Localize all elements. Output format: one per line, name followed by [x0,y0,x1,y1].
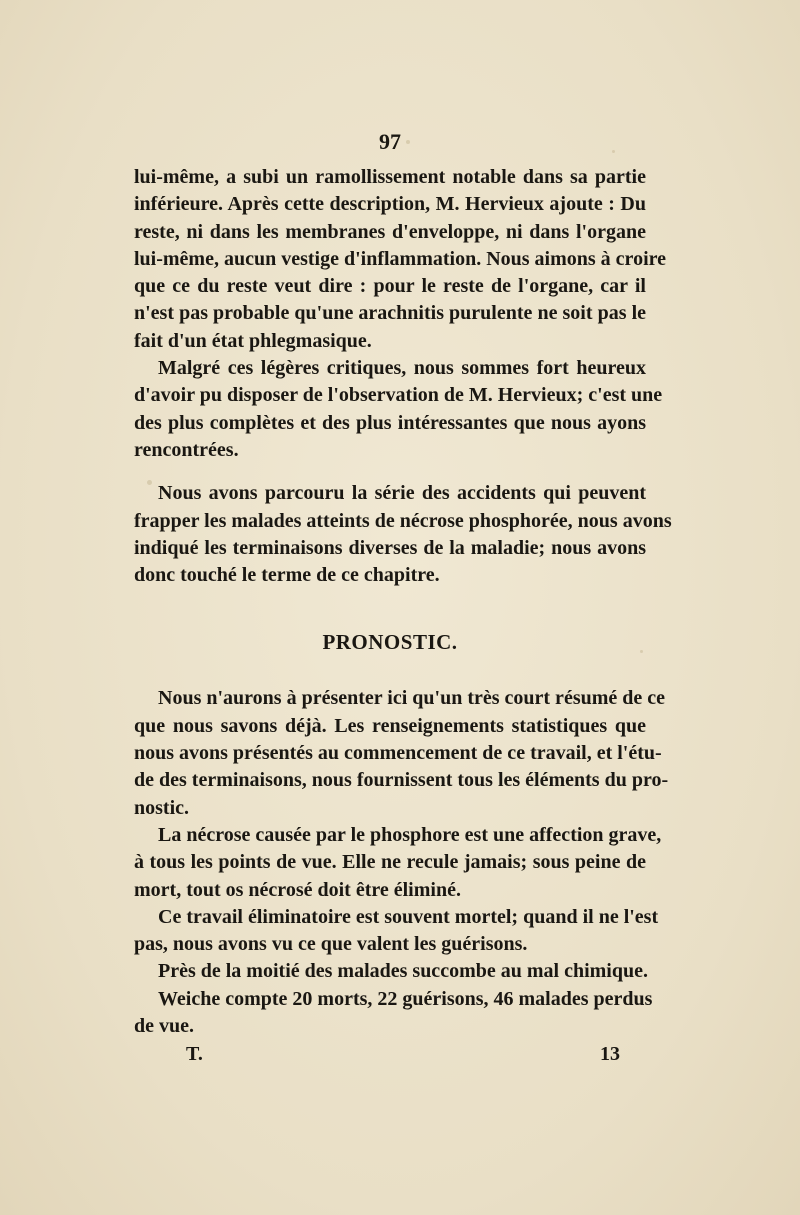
text-line: mort, tout os nécrosé doit être éliminé. [134,878,461,901]
text-line: que ce du reste veut dire : pour le reste de l'organe, car il [134,275,646,298]
section-gap [134,589,646,629]
text-line: Ce travail éliminatoire est souvent mortel; quand il ne l'est [158,905,659,928]
section-gap [134,655,646,685]
text-line: lui-même, a subi un ramollissement notable dans sa partie [134,166,646,188]
text-line: Malgré ces légères critiques, nous sommes fort heureux [158,357,646,380]
text-line: à tous les points de vue. Elle ne recule jamais; sous peine de [134,851,646,874]
text-line: Près de la moitié des malades succombe au mal chimique. [158,960,648,983]
paragraph [134,904,659,959]
section-gap [134,464,646,480]
text-line: nostic. [134,796,189,819]
text-line: indiqué les terminaisons diverses de la maladie; nous avons [134,536,646,559]
section-heading: PRONOSTIC. [322,630,458,655]
text-line: fait d'un état phlegmasique. [134,329,372,352]
text-line: pas, nous avons vu ce que valent les guérisons. [134,933,528,956]
text-line: rencontrées. [134,438,239,461]
text-line: que nous savons déjà. Les renseignements statistiques que [134,714,646,737]
paragraph [134,986,653,1041]
text-line: La nécrose causée par le phosphore est une affection grave, [158,823,662,846]
text-line: lui-même, aucun vestige d'inflammation. Nous aimons à croire [134,247,667,270]
text-line: reste, ni dans les membranes d'enveloppe, ni dans l'organe [134,220,646,243]
paragraph [134,685,669,821]
page-footer [134,1040,646,1068]
text-line: de vue. [134,1015,194,1038]
text-line: n'est pas probable qu'une arachnitis purulente ne soit pas le [134,302,646,325]
page-text [134,125,672,1068]
text-line: d'avoir pu disposer de l'observation de M. Hervieux; c'est une [134,384,663,407]
gathering-number: 13 [600,1043,620,1066]
paragraph [134,958,646,985]
paragraph [134,822,662,904]
text-line: Weiche compte 20 morts, 22 guérisons, 46 malades perdus [158,987,653,1010]
paragraph [134,480,672,589]
page-number: 97 [379,129,401,154]
text-line: Nous n'aurons à présenter ici qu'un très court résumé de ce [158,687,666,710]
signature-mark: T. [186,1043,203,1066]
text-line: des plus complètes et des plus intéressantes que nous ayons [134,411,646,434]
paragraph [134,355,663,464]
text-line: frapper les malades atteints de nécrose phosphorée, nous avons [134,509,672,532]
text-line: Nous avons parcouru la série des accidents qui peuvent [158,482,646,505]
text-line: nous avons présentés au commencement de ce travail, et l'étu- [134,742,662,765]
text-line: de des terminaisons, nous fournissent tous les éléments du pro- [134,769,669,792]
paragraph [134,164,667,355]
text-line: inférieure. Après cette description, M. Hervieux ajoute : Du [134,193,646,216]
text-line: donc touché le terme de ce chapitre. [134,564,440,587]
